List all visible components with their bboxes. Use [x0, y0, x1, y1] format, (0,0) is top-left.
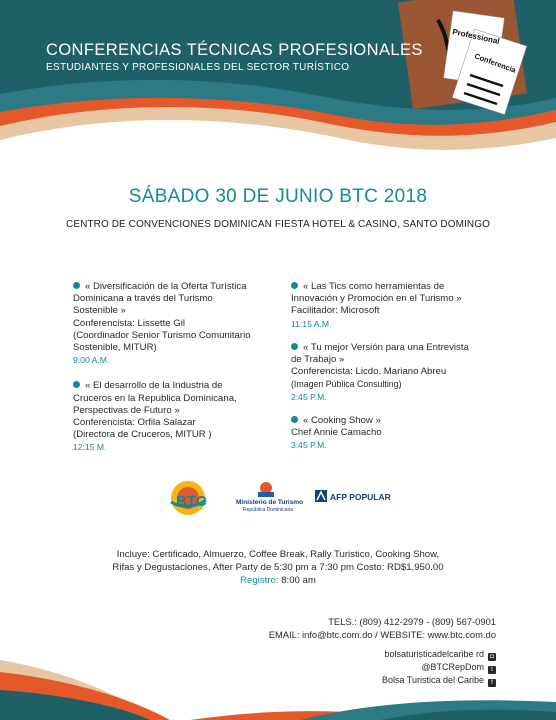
talk-line: « El desarrollo de la Industria de — [73, 380, 288, 392]
talks-left-column — [73, 281, 288, 466]
includes-block — [0, 548, 556, 587]
talk-line: (Coordinador Senior Turismo Comunitario — [73, 329, 251, 341]
instagram-icon: ◘ — [488, 653, 496, 661]
social-twitter[interactable]: @BTCRepDom t — [382, 661, 496, 674]
registro-time: 8:00 am — [281, 575, 316, 586]
header-banner — [0, 0, 556, 175]
talk-line: de Trabajo » — [291, 354, 345, 366]
talk-item — [291, 415, 506, 452]
email-website: EMAIL: info@btc.com.do / WEBSITE: www.btc.com.do — [268, 628, 496, 640]
talk-line: « Tu mejor Versión para una Entrevista — [291, 342, 506, 354]
talk-time: 9:00 A.M. — [73, 355, 110, 366]
talk-line: Conferencista: Orfila Salazar — [73, 417, 196, 429]
talk-time: 11:15 A.M. — [291, 318, 332, 329]
talk-line: Innovación y Promoción en el Turismo » — [291, 293, 462, 305]
bullet-icon — [73, 381, 80, 388]
talk-line: Conferencista: Licdo. Mariano Abreu — [291, 366, 447, 378]
header-title: CONFERENCIAS TÉCNICAS PROFESIONALES — [46, 41, 423, 59]
talk-line: « Cooking Show » — [291, 415, 506, 427]
header-subtitle: ESTUDIANTES Y PROFESIONALES DEL SECTOR TURÍSTICO — [46, 62, 350, 73]
talk-line: Cruceros en la Republica Dominicana, — [73, 392, 237, 404]
talk-line: Conferencista: Lissette Gil — [73, 317, 185, 329]
registro-line — [0, 574, 556, 587]
social-facebook[interactable]: Bolsa Turistica del Caribe f — [382, 674, 496, 687]
talk-item — [73, 380, 288, 453]
talk-time: 3:45 P.M. — [291, 440, 327, 451]
social-instagram[interactable]: bolsaturisticadelcaribe rd ◘ — [382, 648, 496, 661]
talk-item — [291, 281, 506, 330]
btc-logo — [171, 481, 207, 515]
ministerio-logo — [236, 482, 303, 513]
svg-text:AFP POPULAR: AFP POPULAR — [330, 492, 391, 502]
phones: TELS.: (809) 412-2979 - (809) 567-0901 — [328, 616, 496, 627]
svg-text:BTC: BTC — [176, 493, 207, 510]
talk-line: Dominicana a través del Turismo — [73, 293, 213, 305]
talk-time: 2:45 P.M. — [291, 391, 327, 402]
talk-item — [73, 281, 288, 366]
bullet-icon — [291, 343, 298, 350]
talks-right-column — [291, 281, 506, 463]
card-conferencia: Conferencia — [473, 51, 518, 75]
talk-line: « Las Tics como herramientas de — [291, 281, 506, 293]
talk-line: Chef Annie Camacho — [291, 427, 382, 439]
talk-item — [291, 342, 506, 403]
afp-popular-logo — [315, 490, 391, 502]
event-venue: CENTRO DE CONVENCIONES DOMINICAN FIESTA HOTEL & CASINO, SANTO DOMINGO — [66, 219, 490, 230]
twitter-icon: t — [488, 666, 496, 674]
event-date: SÁBADO 30 DE JUNIO BTC 2018 — [128, 186, 428, 207]
talk-time: 12:15 M. — [73, 442, 107, 453]
card-professional: Professional — [451, 27, 501, 46]
talk-line: Facilitador: Microsoft — [291, 305, 380, 317]
sponsor-logos — [0, 478, 556, 526]
svg-text:Ministerio de Turismo: Ministerio de Turismo — [236, 499, 304, 506]
talk-line: Sostenible, MITUR) — [73, 342, 157, 354]
talk-line: « Diversificación de la Oferta Turística — [73, 281, 288, 293]
includes-line-1: Incluye: Certificado, Almuerzo, Coffee Break, Rally Turistico, Cooking Show, — [116, 549, 440, 560]
talk-line: (Directora de Cruceros, MITUR ) — [73, 429, 212, 441]
svg-text:República Dominicana: República Dominicana — [243, 507, 294, 513]
registro-label: Registro: — [240, 575, 279, 586]
bullet-icon — [73, 282, 80, 289]
bullet-icon — [291, 282, 298, 289]
bullet-icon — [291, 416, 298, 423]
talk-line: (Imagen Pública Consulting) — [291, 379, 402, 390]
includes-line-2: Rifas y Degustaciones, After Party de 5:30 pm a 7:30 pm Costo: RD$1,950.00 — [112, 562, 444, 573]
talk-line: Perspectivas de Futuro » — [73, 404, 180, 416]
talk-line: Sostenible » — [73, 305, 126, 317]
contact-block — [269, 616, 496, 641]
social-block — [382, 648, 496, 687]
facebook-icon: f — [488, 679, 496, 687]
